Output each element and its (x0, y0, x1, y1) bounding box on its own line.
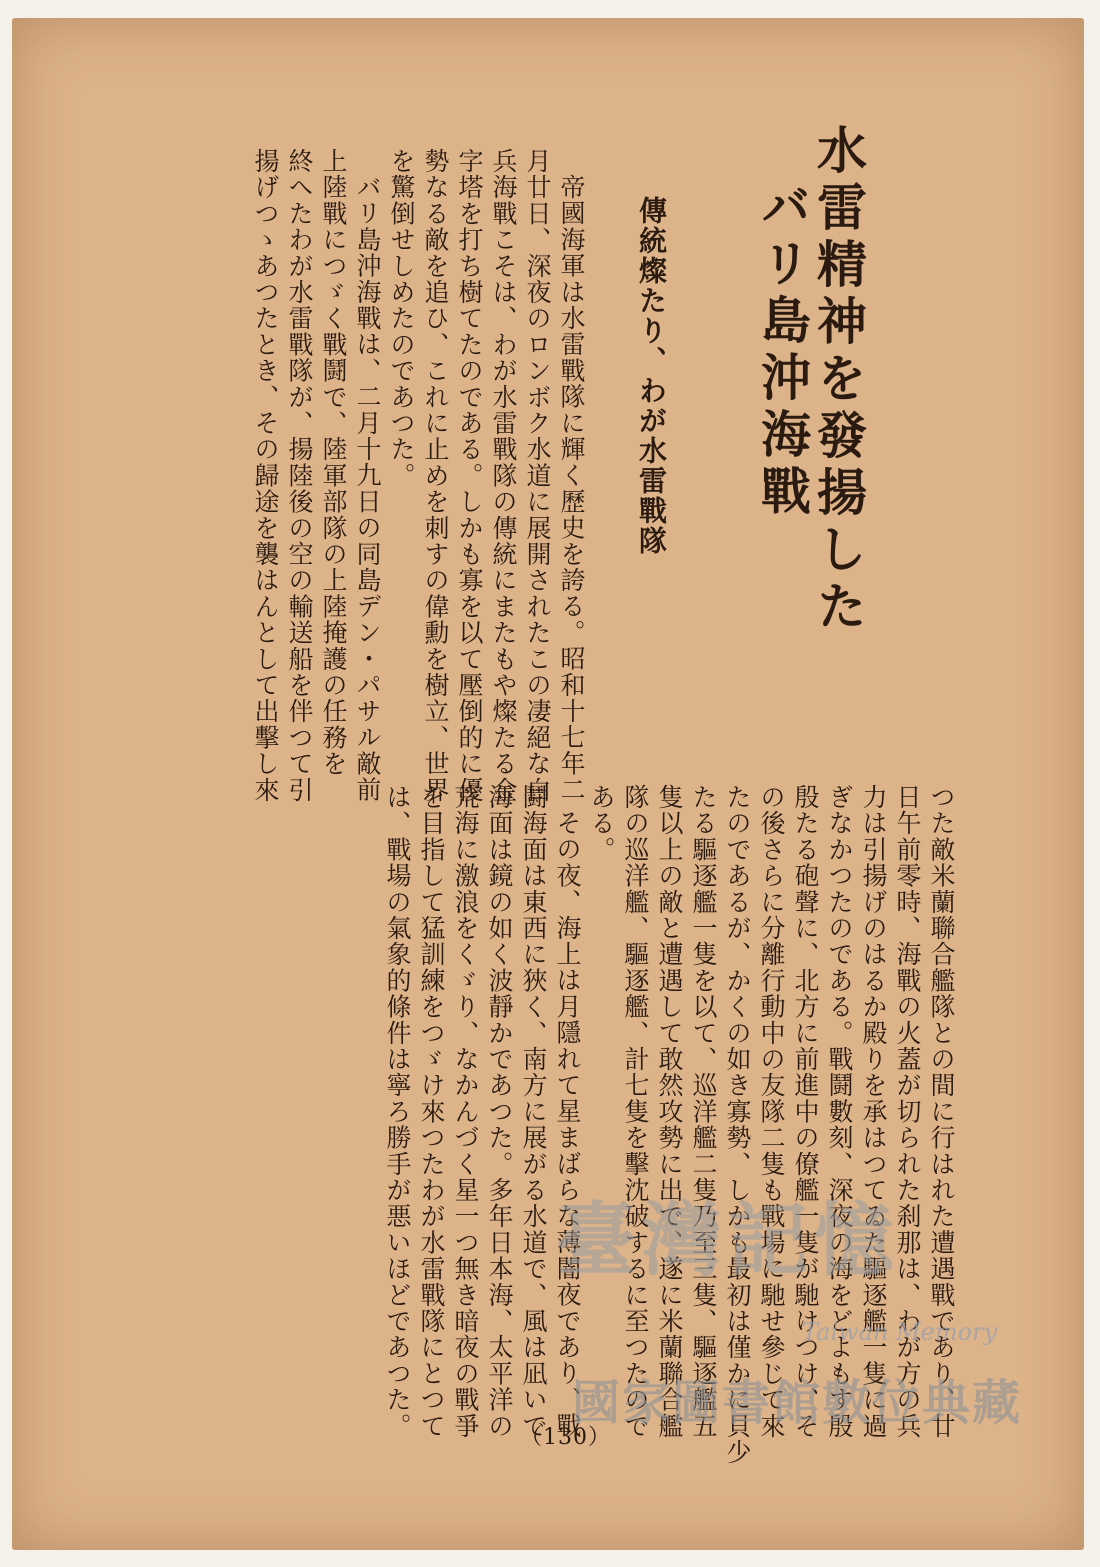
text-column: 隊の巡洋艦、驅逐艦、計七隻を擊沈破するに至つたので (621, 784, 650, 1439)
text-column: 終へたわが水雷戰隊が、揚陸後の空の輸送船を伴つて引 (285, 148, 314, 803)
text-column: 鬪海面は東西に狹く、南方に展がる水道で、風は凪いで (519, 784, 548, 1439)
top-text-block (248, 148, 588, 803)
text-column: 力は引揚げのはるか殿りを承はつてゐた驅逐艦一隻に過 (859, 784, 888, 1439)
text-column: 日午前零時、海戰の火蓋が切られた刹那は、わが方の兵 (893, 784, 922, 1439)
scanned-page (12, 18, 1084, 1550)
text-column: 揚げつゝあつたとき、その歸途を襲はんとして出擊し來 (251, 148, 280, 803)
watermark-main: 臺灣記憶 (556, 1193, 900, 1287)
bottom-text-block (380, 784, 958, 1465)
watermark-library: 國家圖書館數位典藏 (572, 1375, 1023, 1431)
text-column: を驚倒せしめたのであつた。 (387, 148, 416, 489)
text-column: 海面は鏡の如く波靜かであつた。多年日本海、太平洋の (485, 784, 514, 1439)
subtitle-text: 傳統燦たり、わが水雷戰隊 (635, 196, 668, 556)
text-column: 荒海に激浪をくゞり、なかんづく星一つ無き暗夜の戰爭 (451, 784, 480, 1439)
text-column: は、戰場の氣象的條件は寧ろ勝手が悪いほどであつた。 (383, 784, 412, 1439)
text-column: 殷たる砲聲に、北方に前進中の僚艦一隻が馳けつけ、そ (791, 784, 820, 1439)
title-line-2: バリ島沖海戰 (753, 180, 812, 522)
text-column: を目指して猛訓練をつゞけ來つたわが水雷戰隊にとつて (417, 784, 446, 1439)
text-column: たのであるが、かくの如き寡勢、しかも最初は僅かに貝少 (723, 784, 752, 1466)
text-column: ある。 (587, 784, 616, 863)
text-column: の後さらに分離行動中の友隊二隻も戰場に馳せ參じて來 (757, 784, 786, 1439)
text-column: 勢なる敵を追ひ、これに止めを刺すの偉勳を樹立、世界 (421, 148, 450, 803)
text-column: たる驅逐艦一隻を以て、巡洋艦二隻乃至三隻、驅逐艦五 (689, 784, 718, 1439)
page-number: （130） (520, 1425, 611, 1450)
text-column: 月廿日、深夜のロンボク水道に展開されたこの凄絕な白 (523, 148, 552, 803)
article-subtitle (636, 196, 666, 556)
text-column: 隻以上の敵と遭遇して敢然攻勢に出で、遂に米蘭聯合艦 (655, 784, 684, 1439)
text-column: その夜、海上は月隱れて星まばらな薄闇夜であり、戰 (553, 810, 582, 1439)
text-column: ぎなかつたのである。戰鬪數刻、深夜の海をどよもす殷 (825, 784, 854, 1439)
text-column: バリ島沖海戰は、二月十九日の同島デン・パサル敵前 (353, 174, 382, 803)
text-column: 兵海戰こそは、わが水雷戰隊の傳統にまたもや燦たる金 (489, 148, 518, 803)
text-column: 帝國海軍は水雷戰隊に輝く歷史を誇る。昭和十七年二 (557, 174, 586, 803)
article-title (754, 124, 866, 637)
title-line-1: 水雷精神を發揚した (809, 124, 868, 637)
text-column: つた敵米蘭聯合艦隊との間に行はれた遭遇戰であり、廿 (927, 784, 956, 1439)
text-column: 字塔を打ち樹てたのである。しかも寡を以て壓倒的に優 (455, 148, 484, 803)
watermark-english: Taiwan Memory (802, 1318, 998, 1346)
text-column: 上陸戰につゞく戰鬪で、陸軍部隊の上陸掩護の任務を (319, 148, 348, 777)
